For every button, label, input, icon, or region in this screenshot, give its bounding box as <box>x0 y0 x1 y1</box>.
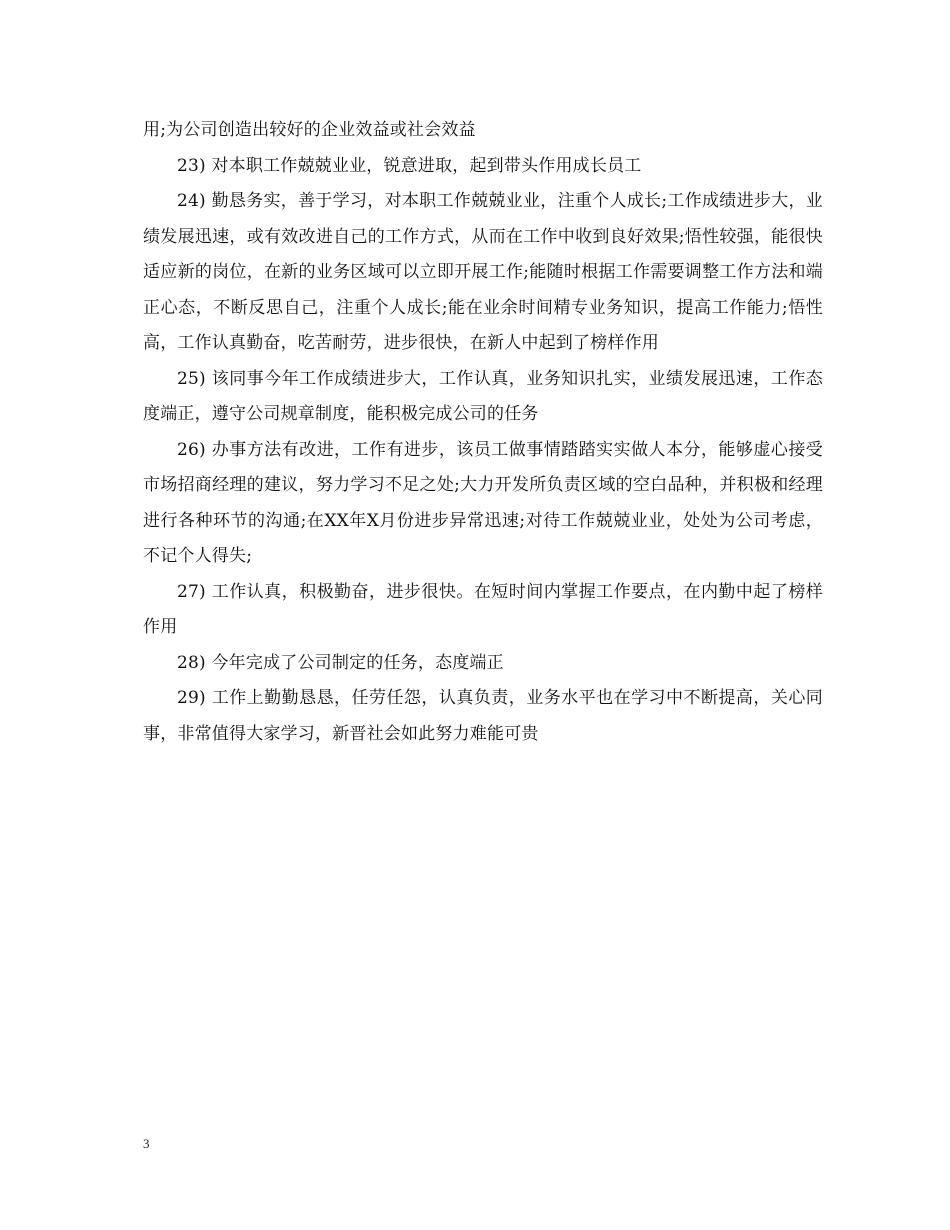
paragraph-29: 29) 工作上勤勤恳恳，任劳任怨，认真负责，业务水平也在学习中不断提高，关心同事，非常值得大家学习，新晋社会如此努力难能可贵 <box>143 688 823 744</box>
paragraph-25: 25) 该同事今年工作成绩进步大，工作认真，业务知识扎实，业绩发展迅速，工作态度端正，遵守公司规章制度，能积极完成公司的任务 <box>143 368 823 424</box>
paragraph-24: 24) 勤恳务实，善于学习，对本职工作兢兢业业，注重个人成长;工作成绩进步大，业绩发展迅速，或有效改进自己的工作方式，从而在工作中收到良好效果;悟性较强，能很快适应新的岗位，在新的业务区域可以立即开展工作;能随时根据工作需要调整工作方法和端正心态，不断反思自己，注重个人成长;能在业余时间精专业务知识，提高工作能力;悟性高，工作认真勤奋，吃苦耐劳，进步很快，在新人中起到了榜样作用 <box>143 191 823 353</box>
paragraph-continuation: 用;为公司创造出较好的企业效益或社会效益 <box>143 120 476 140</box>
paragraph-26: 26) 办事方法有改进，工作有进步，该员工做事情踏踏实实做人本分，能够虚心接受市场招商经理的建议，努力学习不足之处;大力开发所负责区域的空白品种，并积极和经理进行各种环节的沟通;在XX年X月份进步异常迅速;对待工作兢兢业业，处处为公司考虑，不记个人得失; <box>143 439 823 566</box>
paragraph-28: 28) 今年完成了公司制定的任务，态度端正 <box>177 652 504 673</box>
document-body <box>143 113 823 752</box>
paragraph-27: 27) 工作认真，积极勤奋，进步很快。在短时间内掌握工作要点，在内勤中起了榜样作用 <box>143 581 823 637</box>
page-number: 3 <box>143 1136 150 1151</box>
paragraph-23: 23) 对本职工作兢兢业业，锐意进取，起到带头作用成长员工 <box>177 155 642 176</box>
